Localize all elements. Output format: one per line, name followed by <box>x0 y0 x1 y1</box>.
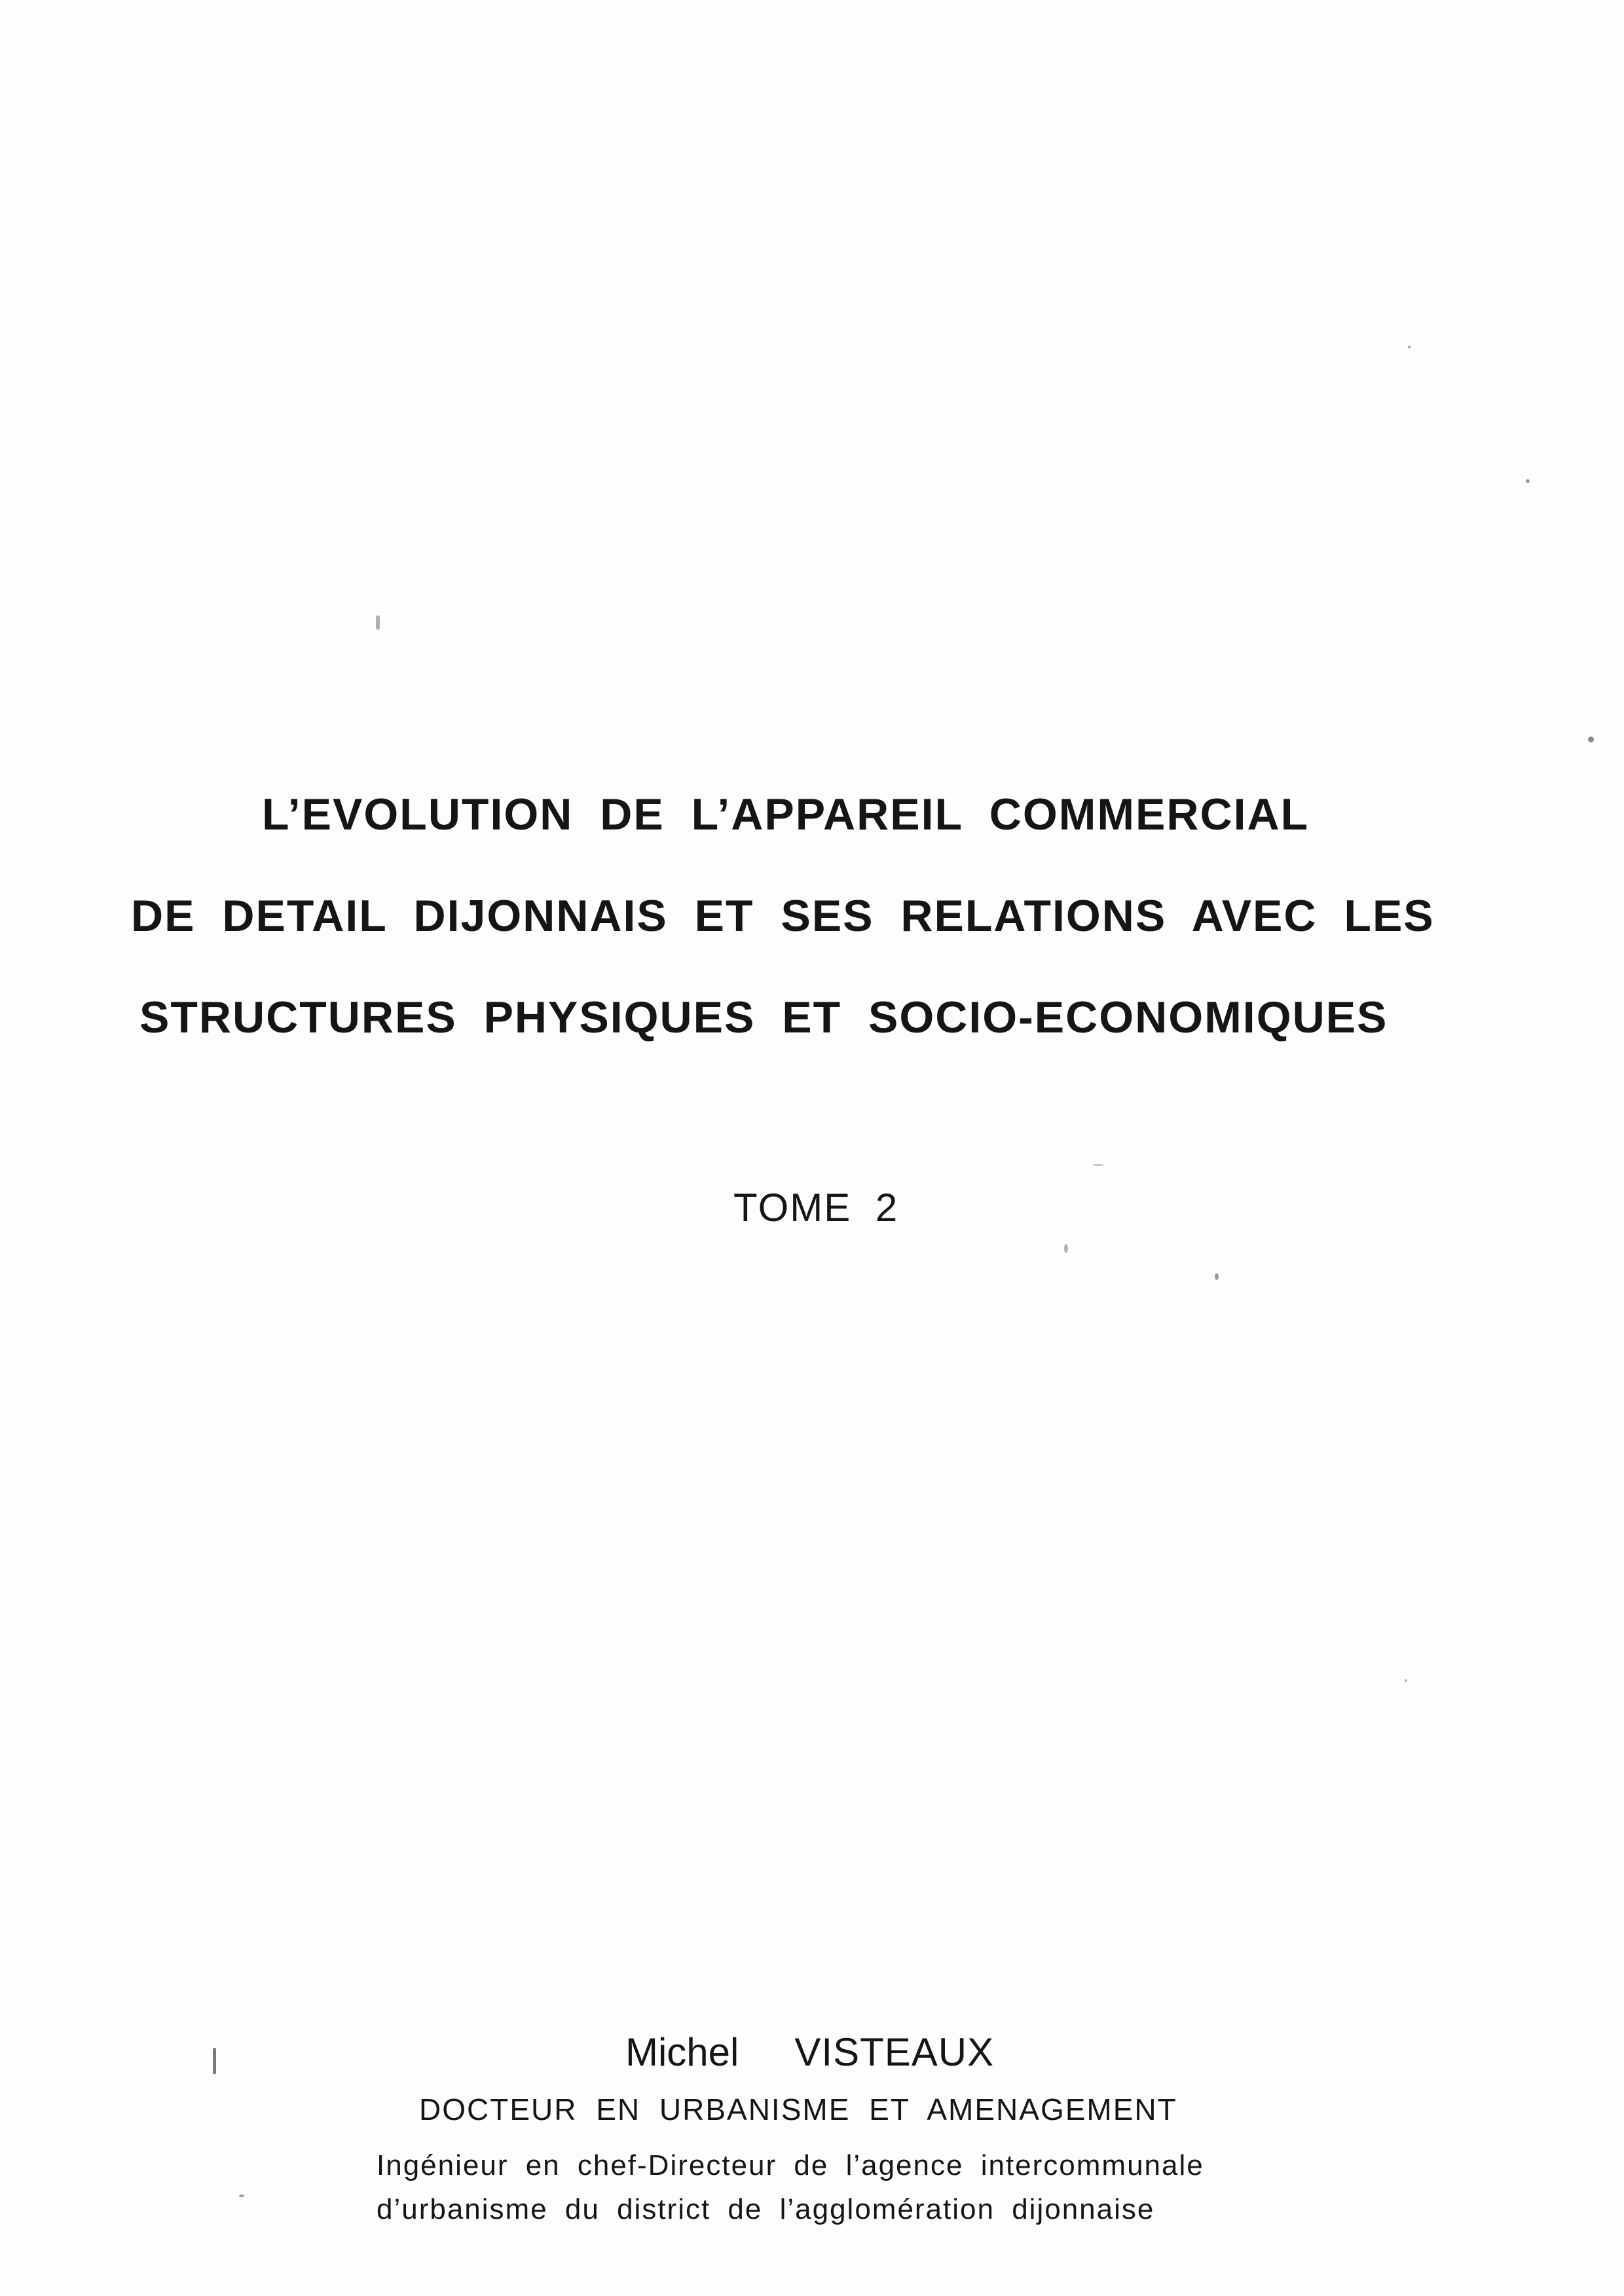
author-name <box>625 2030 994 2075</box>
scan-speck <box>1092 1164 1104 1166</box>
title-line-2: DE DETAIL DIJONNAIS ET SES RELATIONS AVEC LES <box>131 891 1435 941</box>
scan-speck <box>1526 479 1530 483</box>
scan-speck <box>1215 1273 1219 1280</box>
author-degree: DOCTEUR EN URBANISME ET AMENAGEMENT <box>419 2092 1177 2126</box>
scan-speck <box>376 615 380 630</box>
author-first-name: Michel <box>625 2030 739 2074</box>
scan-speck <box>239 2195 244 2197</box>
author-role-line-1: Ingénieur en chef-Directeur de l’agence intercommunale <box>377 2149 1204 2181</box>
author-role-line-2: d’urbanisme du district de l’agglomération dijonnaise <box>377 2193 1155 2225</box>
author-last-name: VISTEAUX <box>794 2030 995 2074</box>
scan-speck <box>213 2048 216 2074</box>
scan-speck <box>1064 1244 1068 1253</box>
title-line-1: L’EVOLUTION DE L’APPAREIL COMMERCIAL <box>262 790 1310 839</box>
title-line-3: STRUCTURES PHYSIQUES ET SOCIO-ECONOMIQUES <box>139 993 1388 1042</box>
volume-label: TOME 2 <box>733 1186 899 1230</box>
scan-speck <box>1588 737 1594 742</box>
scan-speck <box>1408 346 1411 348</box>
scan-speck <box>1405 1679 1407 1682</box>
